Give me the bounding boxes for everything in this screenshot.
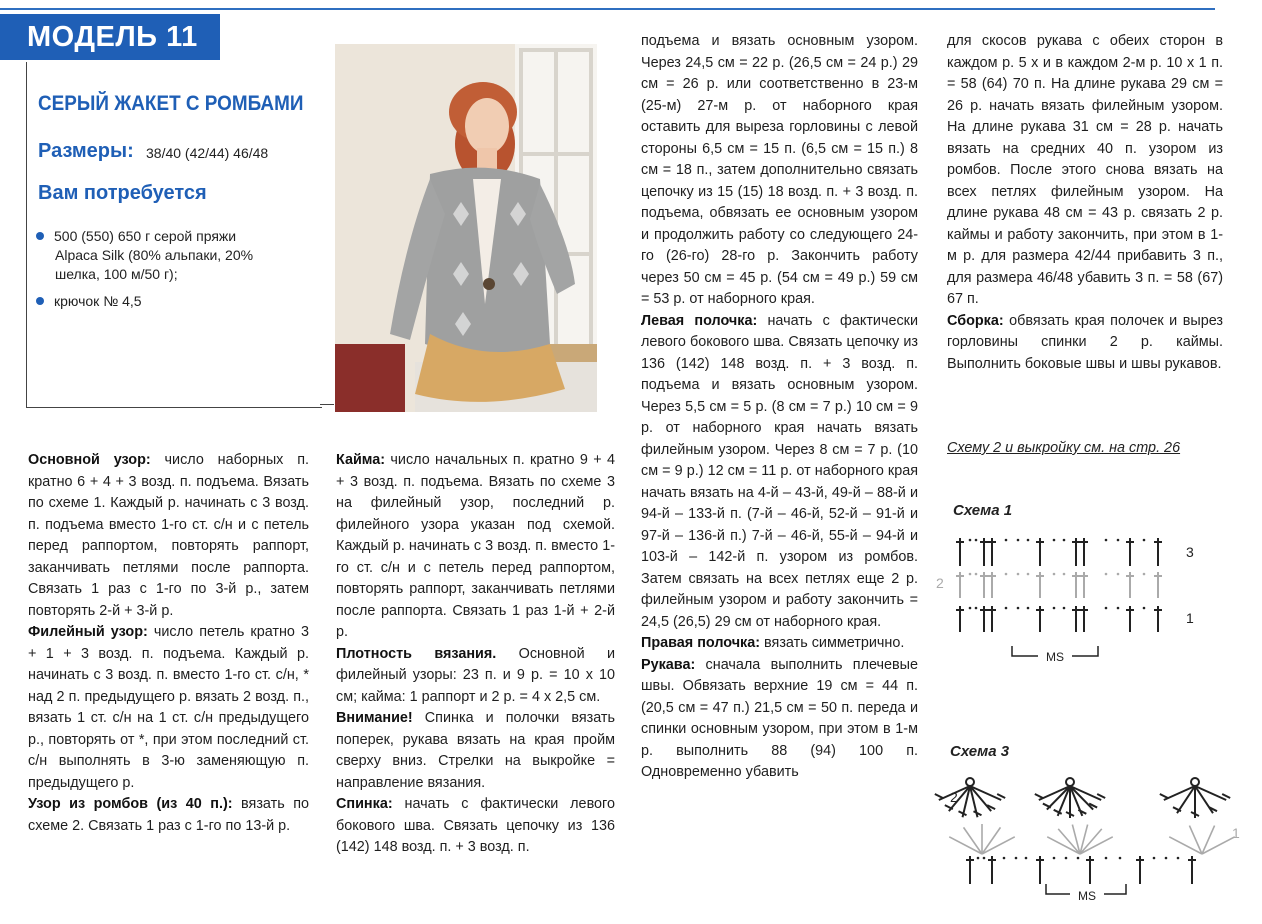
- scheme-3-row-2-label: 2: [950, 789, 958, 805]
- text-column-2: [336, 450, 615, 859]
- scheme-3-row-1: [949, 824, 1235, 854]
- scheme-1-row-1-label: 1: [1186, 610, 1194, 626]
- text-column-4: [947, 31, 1223, 375]
- materials-item-yarn: [36, 227, 296, 284]
- materials-item-yarn-line2: Alpaca Silk (80% альпаки, 20% шелка, 100 м/50 г);: [55, 247, 254, 282]
- text-column-3: [641, 31, 918, 784]
- materials-item-yarn-line1: 500 (550) 650 г серой пряжи: [54, 228, 237, 244]
- text-column-1: [28, 450, 309, 837]
- scheme-1-row-2: [956, 572, 1162, 598]
- paragraph-assembly: Сборка: обвязать края полочек и вырез горловины спинки 2 р. каймы. Выполнить боковые швы и швы рукавов.: [947, 312, 1223, 372]
- scheme-1-title: Схема 1: [953, 502, 1013, 519]
- scheme-1-row-2-label: 2: [936, 575, 944, 591]
- materials-title: Вам потребуется: [38, 182, 207, 204]
- scheme-1-row-3-label: 3: [1186, 544, 1194, 560]
- paragraph-back-continued: подъема и вязать основным узором. Через 24,5 см = 22 р. (26,5 см = 24 р.) 29 см = 26 р. или соответственно в 23-м (25-м) 27-м р. от наборного края оставить для выреза горловины с левой стороны 6,5 см = 15 п. (6,5 см = 15 п.) 8 см = 18 п., затем дополнительно связать цепочку из 15 (15) 18 возд. п. + 3 возд. п. подъема, обвязать ее основным узором и продолжить работу со следующего 24-го (26-го) 28-го р. Закончить работу через 50 см = 45 р. (54 см = 49 р.) 59 см = 53 р. от наборного края.: [641, 33, 918, 307]
- header-box-rule: [320, 404, 334, 405]
- page-title: СЕРЫЙ ЖАКЕТ С РОМБАМИ: [38, 92, 304, 115]
- bullet-icon: [36, 232, 44, 240]
- paragraph-sleeves: Рукава: сначала выполнить плечевые швы. Обвязать верхние 19 см = 44 п. (20,5 см = 47 п.) 21,5 см = 50 п. переда и спинки основным узором, при этом в 1-м р. выполнить 88 (94) 100 п. Одновременно убавить: [641, 656, 918, 780]
- paragraph-filet-pattern: Филейный узор: число петель кратно 3 + 1 + 3 возд. п. подъема. Каждый р. начинать с 3 возд. п. вместо 1-го ст. с/н, * над 2 п. предыдущего р. вязать 2 возд. п., вязать 1 ст. с/н на 1 ст. с/н предыдущего р., повторять от *, при этом последний ст. с/н выполнять в 3-ю заменяющую п. предыдущего р.: [28, 624, 309, 791]
- paragraph-right-front: Правая полочка: вязать симметрично.: [641, 635, 905, 651]
- paragraph-left-front: Левая полочка: начать с фактически левого бокового шва. Связать цепочку из 136 (142) 148 возд. п. + 3 возд. п. подъема и вязать основным узором. Через 5,5 см = 5 р. (8 см = 7 р.) 10 см = 9 р. от наборного края начать вязать филейным узором. Через 8 см = 7 р. (10 см = 9 р.) 12 см = 11 р. от наборного края начать вязать на 4-й – 43-й, 49-й – 88-й и 94-й – 133-й п. (7-й – 46-й, 52-й – 91-й и 97-й – 136-й п.) 7-й – 46-й, 55-й – 94-й и 103-й – 142-й п. узором из ромбов. Затем связать на всех петлях еще 2 р. филейным узором и работу закончить = 24,5 (26,5) 29 см от наборного края.: [641, 312, 918, 630]
- scheme-3-row-1-label: 1: [1232, 825, 1240, 841]
- model-photo: [335, 44, 597, 412]
- materials-item-hook: [36, 292, 142, 311]
- bullet-icon: [36, 297, 44, 305]
- paragraph-sleeves-continued: для скосов рукава с обеих сторон в каждом р. 5 х и в каждом 2-м р. 10 х 1 п. = 58 (64) 70 п. На длине рукава 29 см = 26 р. начать вязать филейным узором. На длине рукава 31 см = 28 р. начать вязать на средних 40 п. узором из ромбов. После этого снова вязать на всех петлях филейным узором. На длине рукава 48 см = 43 р. связать 2 р. каймы и работу закончить, при этом в 1-м р. для размера 42/44 прибавить 3 п., для размера 46/48 убавить 3 п. = 58 (67) 67 п.: [947, 33, 1223, 307]
- scheme-3-diagram: [930, 766, 1240, 916]
- scheme-3-rapport-label: MS: [1078, 889, 1096, 903]
- scheme-1-rapport-label: MS: [1046, 650, 1064, 664]
- scheme-3-title: Схема 3: [950, 743, 1010, 760]
- sizes-label: Размеры:: [38, 140, 134, 162]
- model-banner: МОДЕЛЬ 11: [0, 14, 220, 60]
- paragraph-back: Спинка: начать с фактически левого бокового шва. Связать цепочку из 136 (142) 148 возд. п. + 3 возд. п.: [336, 796, 615, 855]
- scheme-1-row-1: [956, 606, 1162, 632]
- paragraph-diamond-pattern: Узор из ромбов (из 40 п.): вязать по схеме 2. Связать 1 раз с 1-го по 13-й р.: [28, 796, 309, 834]
- paragraph-gauge: Плотность вязания. Основной и филейный узоры: 23 п. и 9 р. = 10 х 10 см; кайма: 1 раппорт и 2 р. = 4 х 2,5 см.: [336, 645, 615, 705]
- paragraph-attention: Внимание! Спинка и полочки вязать поперек, рукава вязать на края пройм сверху вниз. Стрелки на выкройке = направление вязания.: [336, 710, 615, 791]
- model-photo-illustration: [335, 44, 597, 412]
- scheme-1-row-3: [956, 538, 1162, 566]
- sizes-value: 38/40 (42/44) 46/48: [146, 145, 269, 161]
- materials-item-hook-text: крючок № 4,5: [54, 293, 142, 309]
- scheme-1-diagram: [930, 528, 1210, 668]
- page-reference-note: Схему 2 и выкройку см. на стр. 26: [947, 440, 1181, 456]
- scheme-3-row-2: [935, 778, 1230, 818]
- top-rule: [0, 8, 1215, 10]
- paragraph-main-pattern: Основной узор: число наборных п. кратно 6 + 4 + 3 возд. п. подъема. Вязать по схеме 1. Каждый р. начинать с 3 возд. п. подъема вместо 1-го ст. с/н и с петель перед раппортом, повторять раппорт, заканчивать петлями после раппорта. Связать 1 раз с 1-го по 3-й р., затем повторять 2-й + 3-й р.: [28, 452, 309, 619]
- paragraph-border: Кайма: число начальных п. кратно 9 + 4 + 3 возд. п. подъема. Вязать по схеме 3 на филейный узор, последний р. филейного узора указан под схемой. Каждый р. начинать с 3 возд. п. вместо 1-го ст. с/н и с петель перед раппортом, повторять раппорт, заканчивать петлями после раппорта. Связать 1 раз 1-й + 2-й р.: [336, 452, 615, 640]
- scheme-3-base-row: [966, 856, 1196, 884]
